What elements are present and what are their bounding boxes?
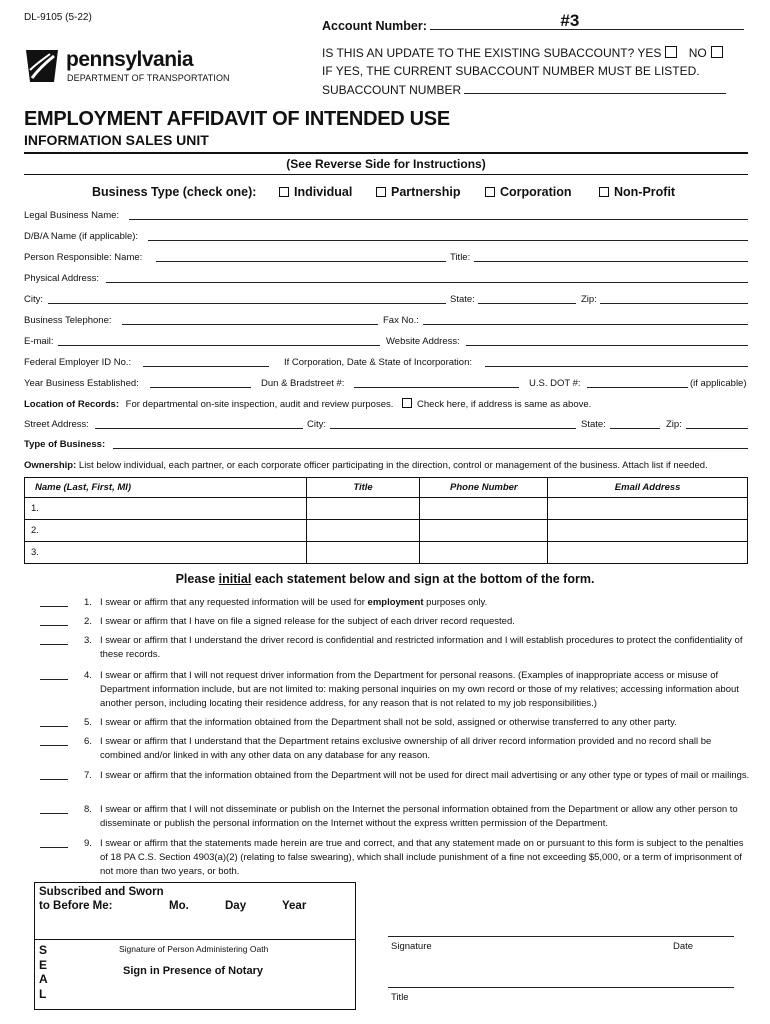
statement-number: 9. [84, 838, 92, 849]
table-cell[interactable] [420, 498, 548, 520]
seal-letter: E [39, 957, 48, 972]
year-established-label: Year Business Established: [24, 378, 139, 389]
option-partnership[interactable] [376, 185, 460, 199]
instruction-post: each statement below and sign at the bottom of the form. [251, 572, 595, 586]
person-name-field[interactable] [156, 261, 446, 262]
state2-field[interactable] [610, 428, 660, 429]
statement-number: 2. [84, 616, 92, 627]
no-checkbox[interactable] [711, 46, 723, 58]
initial-field[interactable] [40, 803, 68, 814]
incorporation-field[interactable] [485, 366, 748, 367]
partnership-label: Partnership [391, 185, 461, 199]
location-of-records-row [24, 398, 591, 410]
dun-label: Dun & Bradstreet #: [261, 378, 345, 389]
logo-wordmark: pennsylvania [66, 48, 194, 71]
city2-label: City: [307, 419, 326, 430]
person-title-field[interactable] [474, 261, 748, 262]
notary-divider [35, 939, 355, 940]
incorporation-label: If Corporation, Date & State of Incorporation: [284, 357, 472, 368]
statement-number: 1. [84, 597, 92, 608]
statement-9 [40, 837, 752, 879]
usdot-label: U.S. DOT #: [529, 378, 581, 389]
account-number-field[interactable] [430, 11, 744, 30]
signature-label: Signature [391, 941, 432, 952]
fax-field[interactable] [423, 324, 748, 325]
keystone-logo-icon [24, 48, 60, 84]
date-label: Date [673, 941, 694, 952]
person-title-label: Title: [450, 252, 471, 263]
partnership-checkbox[interactable] [376, 187, 386, 197]
row-number[interactable]: 2. [25, 520, 307, 542]
city2-field[interactable] [330, 428, 576, 429]
initial-field[interactable] [40, 634, 68, 645]
row-number[interactable]: 3. [25, 542, 307, 564]
statement-text: I swear or affirm that I understand the driver record is confidential and restricted information and I will establish procedures to protect the confidentiality of these records. [100, 635, 743, 660]
no-label: NO [688, 46, 707, 60]
location-label: Location of Records: [24, 399, 120, 410]
year-label: Year [282, 900, 307, 912]
col-phone-header: Phone Number [420, 478, 548, 498]
table-cell[interactable] [420, 520, 548, 542]
initial-field[interactable] [40, 716, 68, 727]
instruction-pre: Please [175, 572, 219, 586]
table-cell[interactable] [306, 542, 420, 564]
seal-letter: A [39, 972, 48, 986]
col-email-header: Email Address [548, 478, 748, 498]
statement-number: 5. [84, 717, 92, 728]
usdot-field[interactable] [587, 387, 688, 388]
corporation-checkbox[interactable] [485, 187, 495, 197]
statement-3 [40, 634, 752, 662]
option-individual[interactable] [279, 185, 352, 199]
statement-text-post: purposes only. [423, 597, 488, 608]
sig-admin-label: Signature of Person Administering Oath [119, 944, 269, 954]
table-row [25, 542, 748, 564]
col-title-header: Title [306, 478, 420, 498]
dba-label: D/B/A Name (if applicable): [24, 231, 139, 242]
yes-checkbox[interactable] [665, 46, 677, 58]
fax-label: Fax No.: [383, 315, 419, 326]
statement-1 [40, 596, 752, 610]
col-name-header: Name (Last, First, MI) [25, 478, 307, 498]
zip-label: Zip: [581, 294, 597, 305]
seal-letter: S [39, 943, 48, 957]
business-telephone-label: Business Telephone: [24, 315, 112, 326]
sign-presence-label: Sign in Presence of Notary [123, 965, 263, 977]
statement-4 [40, 669, 752, 711]
statement-number: 8. [84, 804, 92, 815]
subaccount-field[interactable] [464, 84, 726, 94]
state-field[interactable] [478, 303, 576, 304]
location-text: For departmental on-site inspection, audit and review purposes. [125, 399, 394, 410]
physical-address-label: Physical Address: [24, 273, 99, 284]
account-number-value: #3 [560, 11, 580, 30]
individual-checkbox[interactable] [279, 187, 289, 197]
business-telephone-field[interactable] [122, 324, 378, 325]
title-field[interactable] [388, 987, 734, 988]
form-title: EMPLOYMENT AFFIDAVIT OF INTENDED USE [24, 108, 450, 130]
website-label: Website Address: [386, 336, 460, 347]
statement-text: I swear or affirm that I have on file a signed release for the subject of each driver record requested. [100, 616, 515, 627]
statement-text [100, 596, 752, 610]
city-field[interactable] [48, 303, 446, 304]
ownership-label: Ownership: [24, 460, 77, 471]
account-number-row [322, 11, 744, 33]
fein-label: Federal Employer ID No.: [24, 357, 132, 368]
table-cell[interactable] [306, 520, 420, 542]
initial-field[interactable] [40, 669, 68, 680]
title-divider [24, 152, 748, 154]
signature-field[interactable] [388, 936, 734, 937]
statement-text: I swear or affirm that the statements made herein are true and correct, and that any statement made on or pursuant to this form is subject to the penalties of 18 PA C.S. Section 4903(a)(2) (relating to false swearing), which shall include punishment of a fine not exceeding $5,000, or a term of imprisonment of not more than two years, or both. [100, 838, 744, 877]
statement-text: I swear or affirm that I understand that the Department retains exclusive ownership of all driver record information provided and no record shall be combined and/or linked in with any other data on any database for any reason. [100, 736, 712, 761]
initial-field[interactable] [40, 769, 68, 780]
type-of-business-label: Type of Business: [24, 439, 106, 450]
zip2-label: Zip: [666, 419, 682, 430]
reverse-note: (See Reverse Side for Instructions) [286, 157, 486, 171]
street-label: Street Address: [24, 419, 89, 430]
physical-address-field[interactable] [106, 282, 748, 283]
to-before-label: to Before Me: [39, 900, 113, 912]
same-address-label: Check here, if address is same as above. [417, 399, 592, 410]
statement-2 [40, 615, 752, 629]
statement-number: 7. [84, 770, 92, 781]
email-label: E-mail: [24, 336, 54, 347]
type-of-business-field[interactable] [113, 448, 748, 449]
subaccount-row [322, 83, 726, 97]
legal-name-field[interactable] [129, 219, 748, 220]
reverse-divider [24, 174, 748, 175]
zip-field[interactable] [600, 303, 748, 304]
notary-block [34, 882, 356, 1010]
table-row [25, 498, 748, 520]
statement-5 [40, 716, 752, 730]
business-type-label: Business Type (check one): [92, 185, 257, 199]
subscribed-label: Subscribed and Sworn [39, 886, 164, 898]
account-number-label: Account Number: [322, 19, 427, 33]
table-row [25, 520, 748, 542]
table-cell[interactable] [548, 542, 748, 564]
row-number[interactable]: 1. [25, 498, 307, 520]
statement-number: 4. [84, 670, 92, 681]
ownership-row [24, 460, 708, 471]
statement-number: 6. [84, 736, 92, 747]
dun-field[interactable] [354, 387, 519, 388]
month-label: Mo. [169, 900, 189, 912]
update-question-label: IS THIS AN UPDATE TO THE EXISTING SUBACCOUNT? YES [322, 46, 662, 60]
seal-letter: L [39, 986, 47, 1001]
zip2-field[interactable] [686, 428, 748, 429]
if-applicable-note: (if applicable) [690, 378, 747, 389]
same-address-checkbox[interactable] [402, 398, 412, 408]
nonprofit-label: Non-Profit [614, 185, 676, 199]
state2-label: State: [581, 419, 606, 430]
initial-field[interactable] [40, 615, 68, 626]
logo-department: DEPARTMENT OF TRANSPORTATION [67, 73, 230, 83]
option-corporation[interactable] [485, 185, 572, 199]
statement-text: I swear or affirm that I will not disseminate or publish on the Internet the personal information obtained from the Department or allow any other person to disseminate or publish the personal information on the Internet without the express written permission of the Department. [100, 804, 738, 829]
street-field[interactable] [95, 428, 303, 429]
table-cell[interactable] [548, 498, 748, 520]
initial-field[interactable] [40, 837, 68, 848]
statement-text: I swear or affirm that the information obtained from the Department shall not be sold, assigned or otherwise transferred to any other party. [100, 717, 677, 728]
seal-letters [39, 943, 48, 1001]
initial-field[interactable] [40, 735, 68, 746]
initial-field[interactable] [40, 596, 68, 607]
table-cell[interactable] [306, 498, 420, 520]
ownership-text: List below individual, each partner, or each corporate officer participating in the direction, control or management of the business. Attach list if needed. [78, 460, 708, 471]
initial-instruction [0, 572, 770, 586]
corporation-label: Corporation [500, 185, 572, 199]
title-label: Title [391, 992, 409, 1003]
form-id: DL-9105 (5-22) [24, 12, 92, 23]
ownership-header-row [25, 478, 748, 498]
notary-date-field[interactable] [35, 915, 355, 939]
dba-field[interactable] [148, 240, 748, 241]
fein-field[interactable] [143, 366, 269, 367]
statement-6 [40, 735, 752, 763]
website-field[interactable] [466, 345, 748, 346]
year-established-field[interactable] [150, 387, 251, 388]
statement-text: I swear or affirm that I will not request driver information from the Department for personal reasons. (Examples of inappropriate access or misuse of Department information include, but are not limited to: making personal inquiries on my own record or those of my relatives; accessing information about another person, including locating their residence address, for any reason that is not related to my job responsibilities.) [100, 670, 739, 709]
state-label: State: [450, 294, 475, 305]
day-label: Day [225, 900, 247, 912]
city-label: City: [24, 294, 43, 305]
update-question [322, 46, 723, 60]
legal-name-label: Legal Business Name: [24, 210, 120, 221]
subaccount-label: SUBACCOUNT NUMBER [322, 83, 462, 97]
statement-7 [40, 769, 752, 783]
individual-label: Individual [294, 185, 353, 199]
statement-8 [40, 803, 752, 831]
option-nonprofit[interactable] [599, 185, 675, 199]
ownership-table [24, 477, 748, 564]
nonprofit-checkbox[interactable] [599, 187, 609, 197]
statement-number: 3. [84, 635, 92, 646]
instruction-emph: initial [218, 572, 252, 586]
if-yes-note: IF YES, THE CURRENT SUBACCOUNT NUMBER MUST BE LISTED. [322, 64, 700, 78]
table-cell[interactable] [548, 520, 748, 542]
form-subtitle: INFORMATION SALES UNIT [24, 132, 209, 148]
table-cell[interactable] [420, 542, 548, 564]
person-responsible-label: Person Responsible: Name: [24, 252, 143, 263]
statement-text: I swear or affirm that the information obtained from the Department will not be used for direct mail advertising or any other type or types of mail or mailings. [100, 770, 750, 781]
statement-text-pre: I swear or affirm that any requested information will be used for [100, 597, 368, 608]
statement-text-bold: employment [367, 597, 424, 608]
email-field[interactable] [58, 345, 380, 346]
